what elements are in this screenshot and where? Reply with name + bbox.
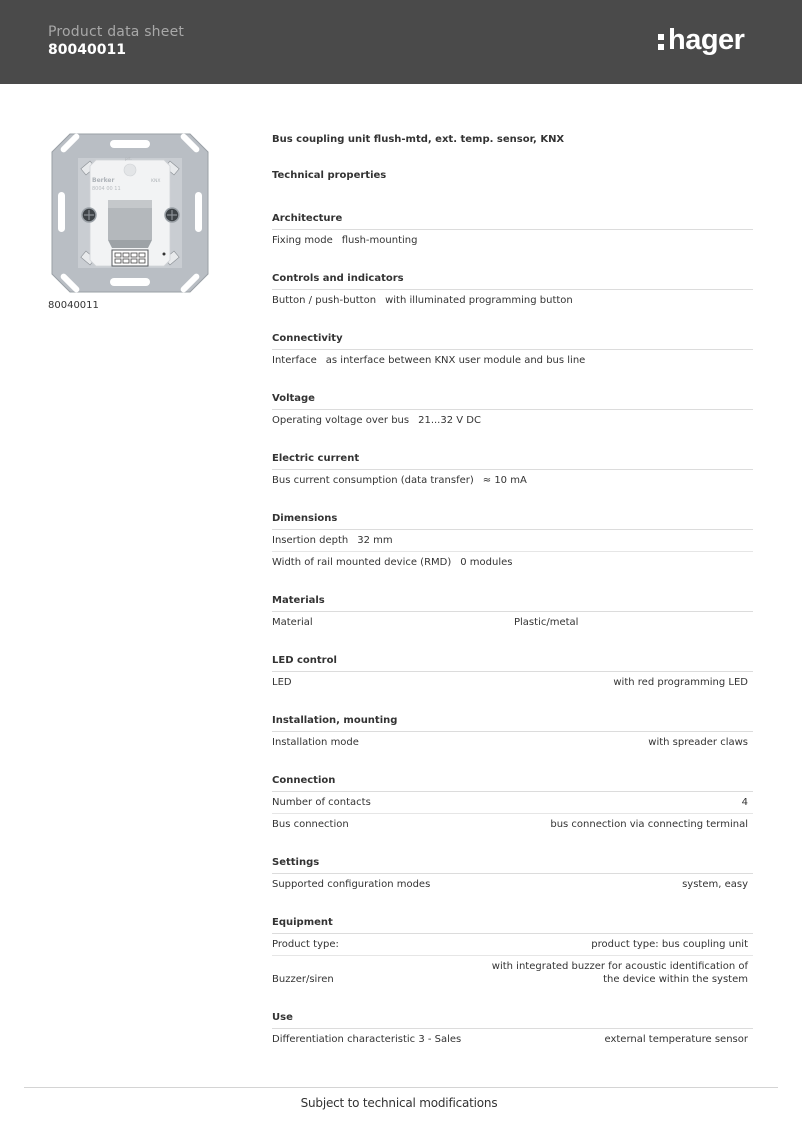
property-group (272, 1011, 753, 1050)
property-row (272, 551, 753, 573)
property-group (272, 452, 753, 491)
property-label: Bus connection (272, 819, 349, 830)
group-title: Voltage (272, 392, 753, 410)
property-label: Button / push-button (272, 295, 377, 306)
property-group (272, 654, 753, 693)
property-row (272, 230, 753, 251)
property-label: Product type: (272, 939, 339, 950)
group-title: Settings (272, 856, 753, 874)
property-value: with spreader claws (648, 737, 748, 748)
property-row (272, 732, 753, 753)
group-title: Connectivity (272, 332, 753, 350)
group-title: Electric current (272, 452, 753, 470)
property-group (272, 512, 753, 573)
property-row (272, 530, 753, 551)
property-value: flush-mounting (341, 235, 418, 246)
document-type-label: Product data sheet (48, 24, 185, 40)
property-value: 32 mm (357, 535, 393, 546)
group-title: Dimensions (272, 512, 753, 530)
footer-divider (24, 1087, 778, 1088)
property-row (272, 470, 753, 491)
svg-text:KNX: KNX (151, 179, 161, 184)
footer-note: Subject to technical modifications (300, 1096, 498, 1110)
property-label: Bus current consumption (data transfer) (272, 475, 474, 486)
property-group (272, 714, 753, 753)
property-group (272, 332, 753, 371)
product-title: Bus coupling unit flush-mtd, ext. temp. sensor, KNX (272, 134, 565, 145)
property-row (272, 934, 753, 955)
property-value: ≈ 10 mA (482, 475, 527, 486)
product-image (48, 130, 212, 296)
property-groups (272, 212, 753, 1050)
group-title: Connection (272, 774, 753, 792)
property-label: Interface (272, 355, 317, 366)
property-value: system, easy (682, 879, 748, 890)
property-group (272, 774, 753, 835)
group-title: Installation, mounting (272, 714, 753, 732)
property-row (272, 290, 753, 311)
property-group (272, 916, 753, 990)
property-label: Differentiation characteristic 3 - Sales (272, 1034, 462, 1045)
property-row (272, 410, 753, 431)
group-title: Materials (272, 594, 753, 612)
group-title: Controls and indicators (272, 272, 753, 290)
group-title: LED control (272, 654, 753, 672)
property-row (272, 1029, 753, 1050)
property-label: Installation mode (272, 737, 359, 748)
image-caption: 80040011 (48, 300, 99, 311)
property-row (272, 612, 753, 633)
property-label: Buzzer/siren (272, 974, 334, 985)
property-group (272, 594, 753, 633)
property-row (272, 874, 753, 895)
group-title: Use (272, 1011, 753, 1029)
property-label: Insertion depth (272, 535, 349, 546)
property-label: Supported configuration modes (272, 879, 431, 890)
property-row (272, 792, 753, 813)
property-value: 0 modules (460, 557, 513, 568)
property-label: Fixing mode (272, 235, 333, 246)
document-number: 80040011 (48, 42, 126, 58)
property-label: LED (272, 677, 292, 688)
property-label: Material (272, 617, 313, 628)
property-value: with red programming LED (613, 677, 748, 688)
technical-data-column (272, 133, 753, 1050)
property-row (272, 672, 753, 693)
property-value: with integrated buzzer for acoustic identification of the device within the system (491, 961, 748, 985)
property-group (272, 856, 753, 895)
property-value: 21...32 V DC (418, 415, 481, 426)
property-label: Width of rail mounted device (RMD) (272, 557, 452, 568)
logo-colon-icon (658, 29, 666, 51)
property-value: bus connection via connecting terminal (550, 819, 748, 830)
property-row (272, 813, 753, 835)
brand-name: hager (668, 24, 745, 56)
property-value: as interface between KNX user module and bus line (325, 355, 586, 366)
property-group (272, 272, 753, 311)
product-image-column (48, 130, 212, 311)
page-header (0, 0, 802, 84)
property-value: external temperature sensor (604, 1034, 748, 1045)
group-title: Equipment (272, 916, 753, 934)
brand-logo (658, 20, 744, 60)
property-group (272, 212, 753, 251)
property-group (272, 392, 753, 431)
property-row (272, 955, 753, 990)
svg-text:Berker: Berker (92, 177, 115, 184)
property-value: Plastic/metal (514, 617, 579, 628)
group-title: Architecture (272, 212, 753, 230)
property-label: Operating voltage over bus (272, 415, 410, 426)
svg-text:prt.: prt. (125, 156, 133, 161)
property-value: 4 (741, 797, 748, 808)
property-value: with illuminated programming button (385, 295, 573, 306)
technical-properties-heading: Technical properties (272, 170, 387, 181)
property-label: Number of contacts (272, 797, 371, 808)
property-value: product type: bus coupling unit (591, 939, 748, 950)
property-row (272, 350, 753, 371)
svg-text:8004 00 11: 8004 00 11 (92, 186, 121, 192)
